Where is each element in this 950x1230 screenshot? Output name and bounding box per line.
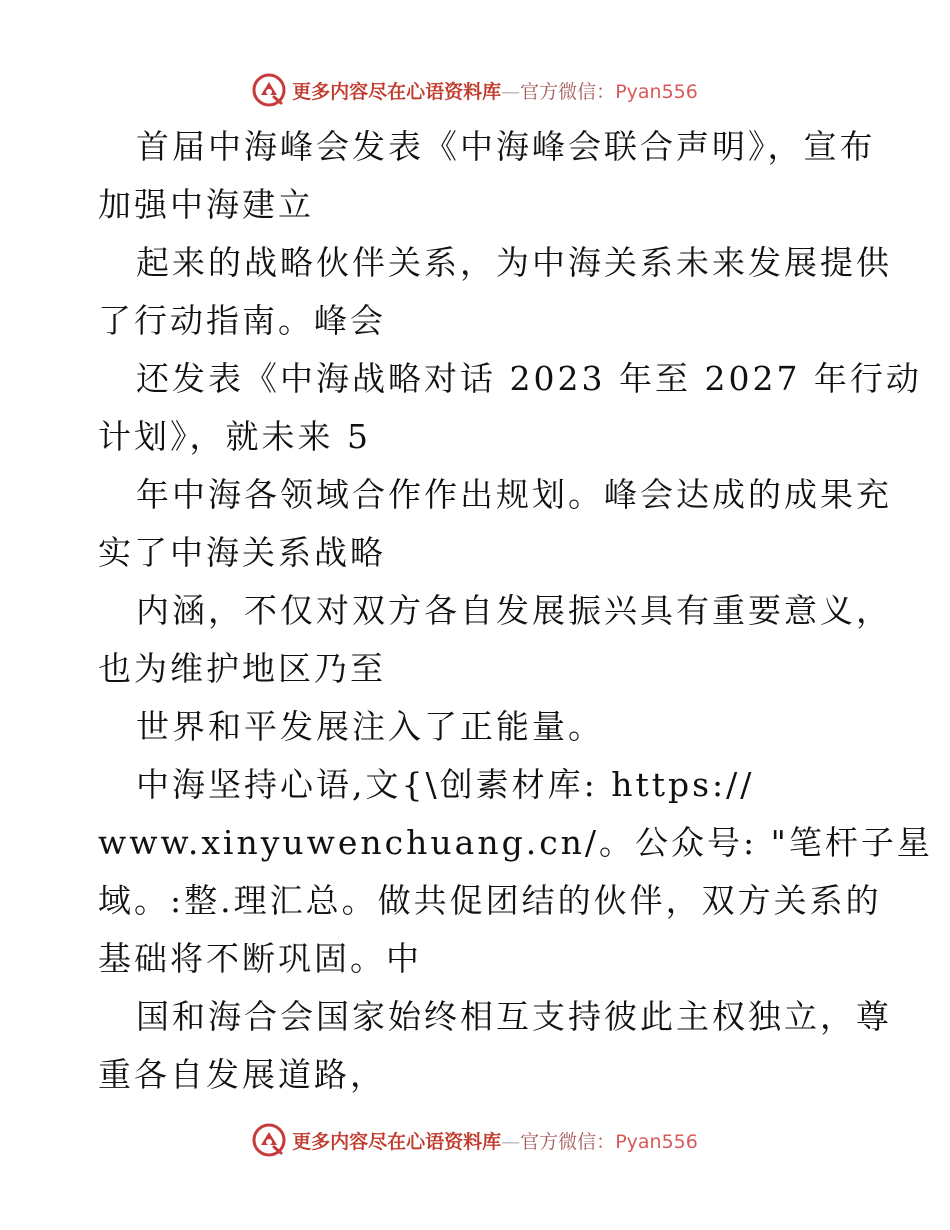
watermark-site: 更多内容尽在心语资料库 bbox=[292, 1130, 502, 1153]
watermark-label: 官方微信： bbox=[520, 1130, 616, 1153]
text-line: 起来的战略伙伴关系，为中海关系未来发展提供 bbox=[136, 243, 892, 282]
watermark-handle: Pyan556 bbox=[615, 80, 698, 103]
text-line: 首届中海峰会发表《中海峰会联合声明》，宣布 bbox=[136, 127, 876, 166]
text-line: www.xinyuwenchuang.cn/。公众号: "笔杆子星 bbox=[98, 823, 933, 862]
watermark-dash: — bbox=[501, 1130, 521, 1153]
seal-logo-icon bbox=[252, 73, 286, 107]
text-line: 世界和平发展注入了正能量。 bbox=[136, 707, 604, 746]
watermark-group bbox=[252, 73, 698, 107]
text-line: 域。:整.理汇总。做共促团结的伙伴，双方关系的 bbox=[98, 881, 882, 920]
text-line: 中海坚持心语,文{\创素材库: https:// bbox=[136, 765, 755, 804]
watermark-dash: — bbox=[501, 80, 521, 103]
watermark-group bbox=[252, 1123, 698, 1157]
text-line: 内涵，不仅对双方各自发展振兴具有重要意义， bbox=[136, 591, 892, 630]
text-line: 也为维护地区乃至 bbox=[98, 649, 386, 688]
watermark-site: 更多内容尽在心语资料库 bbox=[292, 80, 502, 103]
text-line: 了行动指南。峰会 bbox=[98, 301, 386, 340]
header-watermark bbox=[0, 70, 950, 110]
footer-watermark bbox=[0, 1120, 950, 1160]
text-line: 重各自发展道路， bbox=[98, 1055, 386, 1094]
text-line: 年中海各领域合作作出规划。峰会达成的成果充 bbox=[136, 475, 892, 514]
watermark-label: 官方微信： bbox=[520, 80, 616, 103]
watermark-handle: Pyan556 bbox=[615, 1130, 698, 1153]
watermark-text bbox=[292, 1127, 698, 1154]
watermark-text bbox=[292, 77, 698, 104]
text-line: 计划》，就未来 5 bbox=[98, 417, 371, 456]
text-line: 实了中海关系战略 bbox=[98, 533, 386, 572]
text-line: 加强中海建立 bbox=[98, 185, 314, 224]
document-body bbox=[98, 118, 933, 1104]
text-line: 基础将不断巩固。中 bbox=[98, 939, 422, 978]
seal-logo-icon bbox=[252, 1123, 286, 1157]
text-line: 还发表《中海战略对话 2023 年至 2027 年行动 bbox=[136, 359, 922, 398]
text-line: 国和海合会国家始终相互支持彼此主权独立，尊 bbox=[136, 997, 892, 1036]
